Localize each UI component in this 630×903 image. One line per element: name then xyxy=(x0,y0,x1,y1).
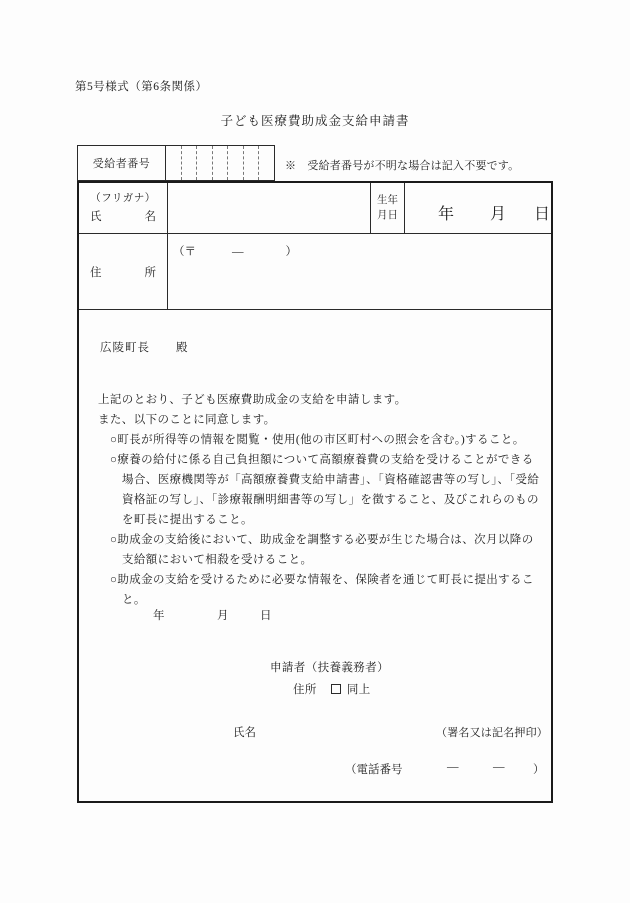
addressee-name: 広陵町長 xyxy=(100,342,150,354)
consent-text xyxy=(79,390,551,610)
application-date-field[interactable] xyxy=(79,607,551,627)
recipient-number-box xyxy=(77,145,275,181)
form-number: 第5号様式（第6条関係） xyxy=(75,81,208,93)
digit-cell[interactable] xyxy=(243,146,259,180)
applicant-name-line xyxy=(79,724,551,744)
form-title: 子ども医療費助成金支給申請書 xyxy=(220,114,410,128)
recipient-number-note: ※ 受給者番号が不明な場合は記入不要です。 xyxy=(285,160,520,172)
digit-cell[interactable] xyxy=(166,146,181,180)
digit-cell[interactable] xyxy=(227,146,243,180)
consent-line: 資格証の写し」、「診療報酬明細書等の写し」を徴すること、及びこれらのもの xyxy=(122,494,539,506)
phone-dash: ― xyxy=(447,761,459,773)
date-year-unit: 年 xyxy=(153,610,165,622)
applicant-address-label: 住所 xyxy=(293,684,317,696)
recipient-number-input[interactable] xyxy=(166,146,274,180)
phone-close-paren: ） xyxy=(533,764,545,776)
digit-cell[interactable] xyxy=(181,146,197,180)
birthdate-label-cell: 生年 月日 xyxy=(371,183,405,233)
form-main-box xyxy=(77,181,553,803)
applicant-name-label: 氏名 xyxy=(233,727,256,739)
consent-line: 場合、医療機関等が「高額療養費支給申請書」、「資格確認書等の写し」、「受給 xyxy=(122,474,540,486)
date-day-unit: 日 xyxy=(260,610,272,622)
furigana-label: （フリガナ） xyxy=(90,193,156,204)
birth-year-unit: 年 xyxy=(438,206,455,223)
digit-cell[interactable] xyxy=(212,146,228,180)
postal-code-field[interactable]: （〒 ― ） xyxy=(173,246,297,258)
consent-line: を町長に提出すること。 xyxy=(122,514,253,526)
digit-cell[interactable] xyxy=(196,146,212,180)
name-label-cell xyxy=(79,183,168,233)
consent-line: ○助成金の支給後において、助成金を調整する必要が生じた場合は、次月以降の xyxy=(110,534,534,546)
recipient-number-label: 受給者番号 xyxy=(78,146,166,180)
consent-line: ○療養の給付に係る自己負担額について高額療養費の支給を受けることができる xyxy=(110,454,534,466)
birth-day-unit: 日 xyxy=(534,206,551,223)
phone-dash: ― xyxy=(493,761,505,773)
phone-number-field[interactable] xyxy=(79,761,551,781)
address-label: 住 所 xyxy=(90,266,156,279)
form-body xyxy=(79,310,551,801)
phone-label: （電話番号 xyxy=(345,764,403,776)
consent-line: ○町長が所得等の情報を閲覧・使用(他の市区町村への照会を含む。)すること。 xyxy=(110,434,525,446)
same-as-above-label: 同上 xyxy=(346,684,371,696)
signature-note: （署名又は記名押印） xyxy=(436,727,548,739)
consent-line: 上記のとおり、子ども医療費助成金の支給を申請します。 xyxy=(98,394,407,406)
birthdate-input-area[interactable] xyxy=(405,183,551,233)
name-birthdate-row xyxy=(79,183,551,234)
address-row xyxy=(79,234,551,310)
consent-line: ○助成金の支給を受けるために必要な情報を、保険者を通じて町長に提出するこ xyxy=(110,574,534,586)
name-label: 氏 名 xyxy=(90,211,156,223)
address-label-cell xyxy=(79,234,168,309)
applicant-label: 申請者（扶養義務者） xyxy=(270,662,389,674)
honorific: 殿 xyxy=(176,342,189,354)
digit-cell[interactable] xyxy=(258,146,274,180)
birth-month-unit: 月 xyxy=(490,206,507,223)
applicant-address-line xyxy=(293,681,371,697)
consent-line: 支給額において相殺を受けること。 xyxy=(122,554,313,566)
consent-line: と。 xyxy=(122,594,146,606)
addressee-line xyxy=(100,338,189,358)
address-input-area[interactable] xyxy=(168,234,551,309)
date-month-unit: 月 xyxy=(217,610,229,622)
same-as-above-checkbox[interactable] xyxy=(331,684,341,694)
consent-line: また、以下のことに同意します。 xyxy=(98,414,276,426)
name-input-area[interactable] xyxy=(168,183,371,233)
